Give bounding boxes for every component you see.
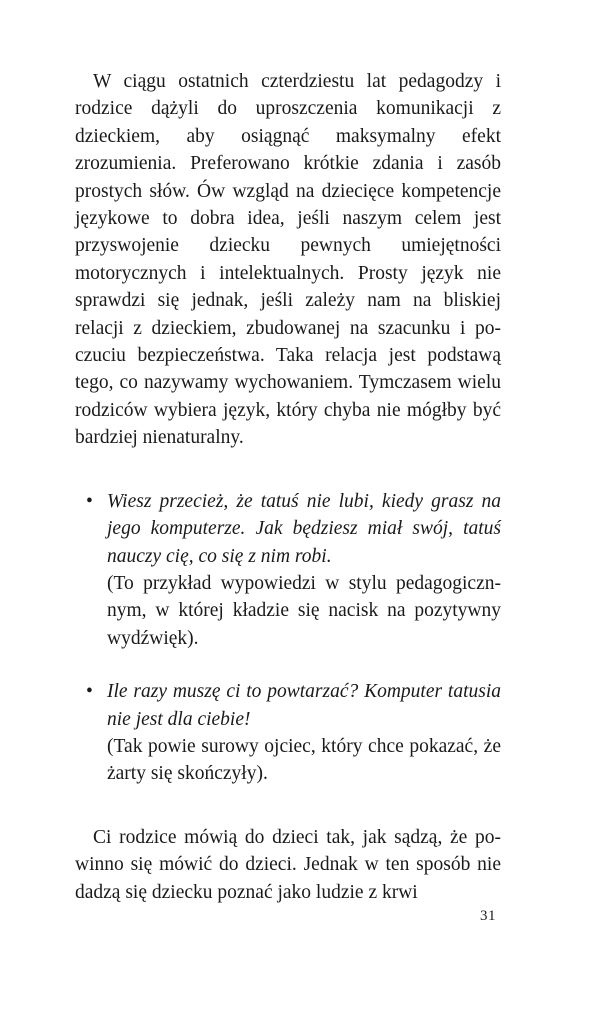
example-quote: Ile razy muszę ci to powtarzać? Komputer tatusia nie jest dla ciebie! [107,681,501,730]
book-page-body [75,68,501,906]
example-comment: (Tak powie surowy ojciec, który chce pokazać, że żarty się skończyły). [107,735,501,785]
bullet-icon: • [86,490,93,512]
example-list [75,488,501,788]
example-comment: (To przykład wypowiedzi w stylu pedagogicznnym, w której kładzie się nacisk na pozytywny wydźwięk). [107,572,501,649]
list-item [75,488,501,652]
bullet-icon: • [86,681,93,703]
list-item [75,678,501,788]
example-quote: Wiesz przecież, że tatuś nie lubi, kiedy grasz na jego komputerze. Jak będziesz miał swój, tatuś nauczy cię, co się z nim robi. [107,490,501,567]
page-number: 31 [480,908,496,924]
paragraph-intro: W ciągu ostatnich czterdziestu lat pedagodzy i rodzice dążyli do uproszczenia komunikacji z dzieckiem, aby osiągnąć maksymalny efekt zrozumienia. Preferowano krótkie zdania i zasób prostych słów. Ów wzgląd na dziecięce kompetencje językowe to dobra idea, jeśli naszym celem jest przyswojenie dziecku pewnych umiejętności motorycznych i intelektualnych. Prosty język nie sprawdzi się jednak, jeśli zależy nam na bliskiej relacji z dzieckiem, zbudowanej na szacunku i poczuciu bezpieczeństwa. Taka relacja jest podstawą tego, co nazywamy wychowaniem. Tymczasem wielu rodziców wybiera język, który chyba nie mógłby być bardziej nienaturalny. [75,71,501,449]
paragraph-continued: Ci rodzice mówią do dzieci tak, jak sądzą, że powinno się mówić do dzieci. Jednak w ten sposób nie dadzą się dziecku poznać jako ludzie z krwi [75,826,501,903]
